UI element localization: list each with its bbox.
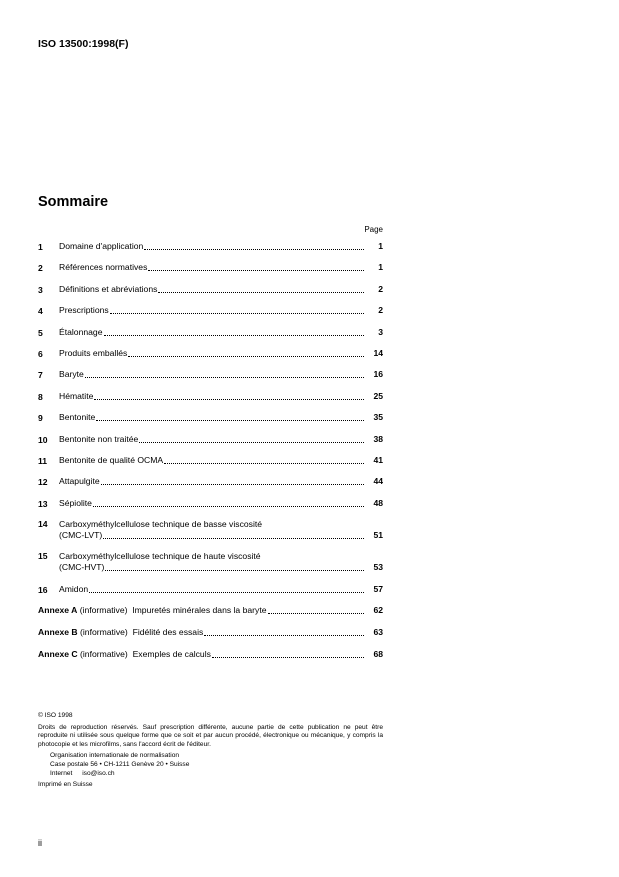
dot-leader <box>212 657 364 658</box>
toc-entry[interactable] <box>38 327 383 338</box>
toc-entry-number: 15 <box>38 551 48 562</box>
dot-leader <box>101 484 364 485</box>
dot-leader <box>105 570 364 571</box>
toc-entry-page: 41 <box>373 454 383 465</box>
toc-entry-title-continued: (CMC-HVT) <box>59 562 105 573</box>
toc-entry[interactable] <box>38 476 383 487</box>
toc-entry-number: 1 <box>38 242 43 252</box>
toc-entry-page: 1 <box>378 262 383 273</box>
toc-entry-page: 14 <box>373 347 383 358</box>
toc-entry-number: 4 <box>38 306 43 317</box>
toc-entry-title: Hématite <box>59 390 94 401</box>
toc-entry-page: 38 <box>373 433 383 444</box>
dot-leader <box>110 313 364 314</box>
annex-type: (informative) <box>79 605 128 616</box>
copyright-block <box>38 712 383 790</box>
toc-entry-page: 57 <box>373 583 383 594</box>
annex-title: Exemples de calculs <box>132 649 211 660</box>
page-number: ii <box>38 838 42 848</box>
organisation-name: Organisation internationale de normalisation <box>50 752 180 760</box>
toc-entry-title: Attapulgite <box>59 476 100 487</box>
toc-entry-page: 25 <box>373 390 383 401</box>
toc-annex-entry[interactable] <box>38 605 383 616</box>
toc-entry-title: Références normatives <box>59 262 148 273</box>
toc-entry-title: Produits emballés <box>59 347 128 358</box>
toc-entry[interactable] <box>38 369 383 380</box>
toc-title: Sommaire <box>38 194 109 210</box>
toc-entry-number: 9 <box>38 413 43 424</box>
dot-leader <box>158 292 364 293</box>
annex-title: Impuretés minérales dans la baryte <box>132 605 267 616</box>
toc-annex-entry[interactable] <box>38 627 383 638</box>
annex-label: Annexe C <box>38 649 78 660</box>
dot-leader <box>85 377 364 378</box>
toc-entry-title-continued: (CMC-LVT) <box>59 530 103 541</box>
annex-label: Annexe B <box>38 627 78 638</box>
toc-entry-page: 3 <box>378 326 383 337</box>
toc-entry[interactable] <box>38 584 383 595</box>
toc-entry-title: Amidon <box>59 583 89 594</box>
toc-entry-title: Définitions et abréviations <box>59 283 158 294</box>
dot-leader <box>128 356 364 357</box>
dot-leader <box>268 613 365 614</box>
annex-label: Annexe A <box>38 605 78 616</box>
dot-leader <box>144 249 364 250</box>
internet-line <box>38 770 383 779</box>
toc-annex-entry[interactable] <box>38 649 383 660</box>
toc-entry-title: Sépiolite <box>59 497 92 508</box>
toc-entry-page: 68 <box>373 649 383 660</box>
toc-entry-title: Étalonnage <box>59 326 103 337</box>
toc-entry-number: 11 <box>38 455 48 466</box>
dot-leader <box>89 592 364 593</box>
toc-entry[interactable] <box>38 284 383 295</box>
toc-entry-number: 14 <box>38 519 48 530</box>
toc-entry-title: Prescriptions <box>59 305 109 316</box>
toc-entry[interactable] <box>38 498 383 509</box>
dot-leader <box>104 335 365 336</box>
toc-entry-page: 51 <box>373 530 383 541</box>
toc-entry[interactable] <box>38 434 383 445</box>
annex-type: (informative) <box>80 649 128 660</box>
dot-leader <box>93 506 364 507</box>
toc-entry-page: 35 <box>373 412 383 423</box>
toc-entry-title: Bentonite non traitée <box>59 433 139 444</box>
toc-entry-title: Bentonite <box>59 412 96 423</box>
toc-entry[interactable] <box>38 455 383 466</box>
toc-entry-title: Carboxyméthylcellulose technique de basse viscosité <box>59 519 263 530</box>
toc-entry-title: Domaine d'application <box>59 241 144 251</box>
document-id: ISO 13500:1998(F) <box>38 38 129 50</box>
toc-entry-number: 5 <box>38 327 43 338</box>
internet-label: Internet <box>50 769 73 777</box>
toc-entry[interactable] <box>38 241 383 252</box>
email-link[interactable]: iso@iso.ch <box>82 769 115 777</box>
annex-type: (informative) <box>80 627 128 638</box>
copyright-line: © ISO 1998 <box>38 712 73 719</box>
printed-in: Imprimé en Suisse <box>38 781 93 789</box>
toc-entry-number: 6 <box>38 348 43 359</box>
toc-entry-number: 10 <box>38 434 48 445</box>
dot-leader <box>164 463 364 464</box>
toc-entry-page: 53 <box>373 562 383 573</box>
toc-entry-page: 44 <box>373 476 383 487</box>
toc-entry-page: 2 <box>378 283 383 294</box>
page-column-label: Page <box>364 225 383 234</box>
toc-entry-page: 2 <box>378 305 383 316</box>
postal-address: Case postale 56 • CH-1211 Genève 20 • Suisse <box>50 760 190 768</box>
toc-entry-number: 13 <box>38 498 48 509</box>
toc-entry[interactable] <box>38 412 383 423</box>
toc-entry-title: Baryte <box>59 369 84 380</box>
toc-entry-number: 3 <box>38 284 43 295</box>
dot-leader <box>148 270 364 271</box>
toc-entry[interactable] <box>38 262 383 273</box>
toc-entry[interactable] <box>38 551 383 573</box>
toc-entry[interactable] <box>38 348 383 359</box>
toc-entry-title: Bentonite de qualité OCMA <box>59 454 164 465</box>
toc-entry-title: Carboxyméthylcellulose technique de haute viscosité <box>59 551 261 562</box>
dot-leader <box>94 399 364 400</box>
toc-entry-page: 62 <box>373 605 383 616</box>
toc-entry-number: 7 <box>38 370 43 381</box>
toc-entry-number: 12 <box>38 477 48 488</box>
dot-leader <box>96 420 364 421</box>
table-of-contents <box>38 241 383 671</box>
toc-entry-page: 48 <box>373 497 383 508</box>
toc-entry[interactable] <box>38 519 383 541</box>
dot-leader <box>139 442 364 443</box>
dot-leader <box>204 635 364 636</box>
toc-entry-number: 16 <box>38 584 48 595</box>
dot-leader <box>103 538 364 539</box>
toc-entry[interactable] <box>38 391 383 402</box>
annex-title: Fidélité des essais <box>132 627 204 638</box>
toc-entry-number: 2 <box>38 263 43 274</box>
toc-entry[interactable] <box>38 305 383 316</box>
toc-entry-page: 16 <box>373 369 383 380</box>
toc-entry-page: 63 <box>373 627 383 638</box>
copyright-notice: Droits de reproduction réservés. Sauf prescription différente, aucune partie de cette publication ne peut être reproduite ni utilisée sous quelque forme que ce soit et par aucun procédé, électronique ou mécanique, y compris la photocopie et les microfilms, sans l'accord écrit de l'éditeur. <box>38 723 383 748</box>
toc-entry-number: 8 <box>38 391 43 402</box>
toc-entry-page: 1 <box>378 241 383 251</box>
